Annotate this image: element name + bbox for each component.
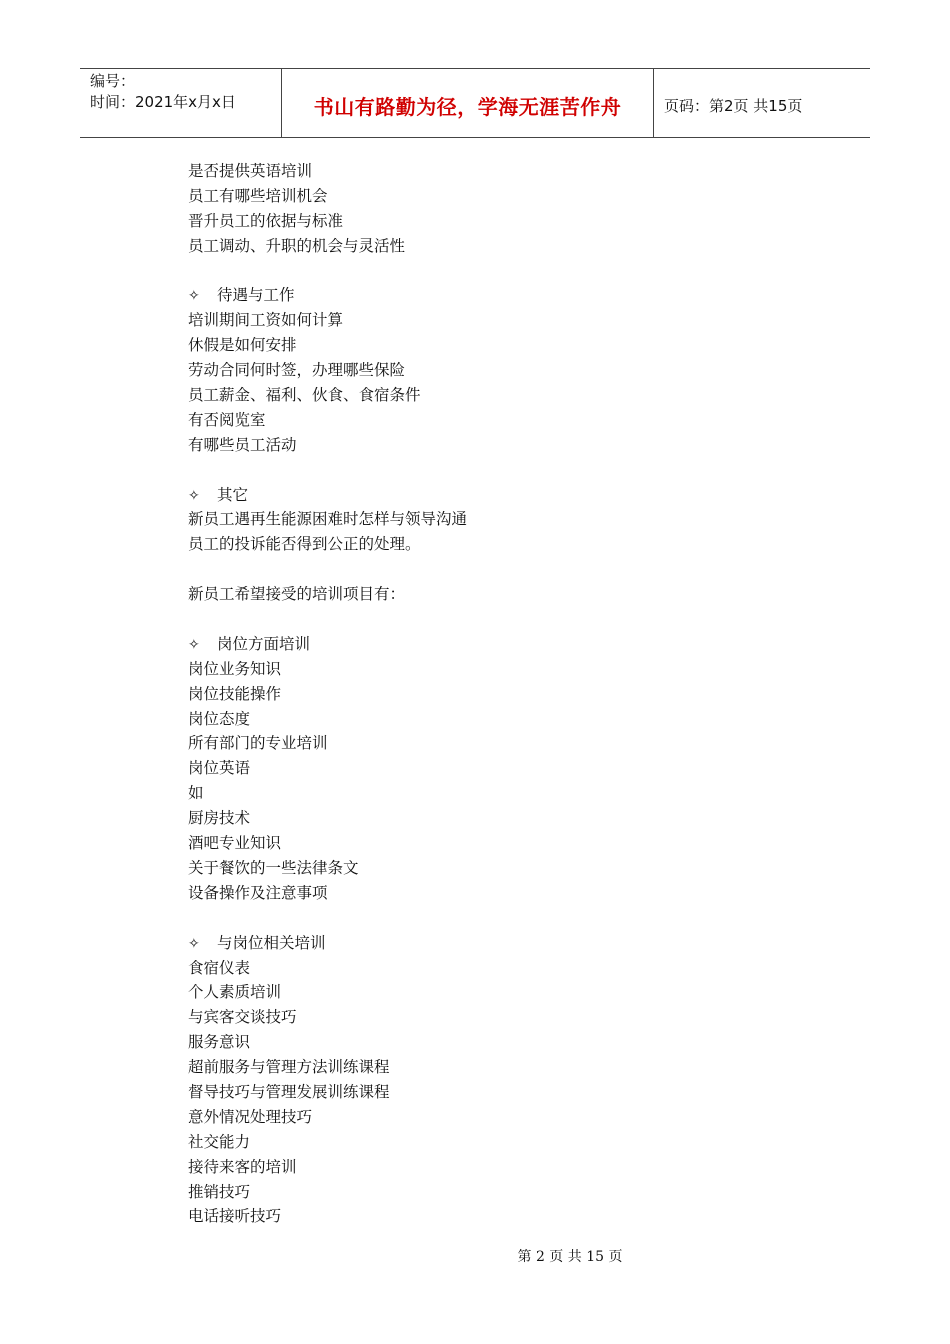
text-line: 厨房技术 xyxy=(188,809,251,828)
document-date: 时间：2021年x月x日 xyxy=(90,93,236,111)
text-line: 有否阅览室 xyxy=(188,410,266,429)
blank-line xyxy=(188,458,828,483)
page-header xyxy=(80,68,870,138)
blank-line xyxy=(188,607,828,632)
text-line: 设备操作及注意事项 xyxy=(188,883,328,902)
text-line: 新员工希望接受的培训项目有： xyxy=(188,585,406,604)
document-number-label: 编号： xyxy=(90,72,136,90)
diamond-bullet-icon: ✧ xyxy=(188,935,200,952)
text-line: 督导技巧与管理发展训练课程 xyxy=(188,1082,390,1101)
text-line: 岗位业务知识 xyxy=(188,659,282,678)
text-line: 员工的投诉能否得到公正的处理。 xyxy=(188,535,421,554)
diamond-bullet-icon: ✧ xyxy=(188,487,200,504)
text-line: 电话接听技巧 xyxy=(188,1207,282,1226)
diamond-bullet-icon: ✧ xyxy=(188,288,200,305)
text-line: 新员工遇再生能源困难时怎样与领导沟通 xyxy=(188,510,468,529)
section-heading xyxy=(188,283,828,308)
header-page-info: 页码：第2页 共15页 xyxy=(664,96,803,115)
text-line: 员工调动、升职的机会与灵活性 xyxy=(188,236,406,255)
diamond-bullet-icon: ✧ xyxy=(188,636,200,653)
text-line: 接待来客的培训 xyxy=(188,1157,297,1176)
text-line: 休假是如何安排 xyxy=(188,336,297,355)
text-line: 意外情况处理技巧 xyxy=(188,1107,313,1126)
section-heading xyxy=(188,632,828,657)
text-line: 个人素质培训 xyxy=(188,983,282,1002)
text-line: 培训期间工资如何计算 xyxy=(188,311,344,330)
section-heading xyxy=(188,931,828,956)
section-heading xyxy=(188,483,828,508)
text-line: 社交能力 xyxy=(188,1132,251,1151)
text-line: 与宾客交谈技巧 xyxy=(188,1008,297,1027)
text-line: 晋升员工的依据与标准 xyxy=(188,211,344,230)
blank-line xyxy=(188,259,828,284)
section-heading-text: 岗位方面培训 xyxy=(217,634,311,653)
text-line: 员工薪金、福利、伙食、食宿条件 xyxy=(188,386,421,405)
text-line: 劳动合同何时签，办理哪些保险 xyxy=(188,361,406,380)
text-line: 食宿仪表 xyxy=(188,958,251,977)
text-line: 岗位英语 xyxy=(188,759,251,778)
text-line: 服务意识 xyxy=(188,1033,251,1052)
text-line: 岗位态度 xyxy=(188,709,251,728)
blank-line xyxy=(188,906,828,931)
text-line: 如 xyxy=(188,784,204,803)
text-line: 岗位技能操作 xyxy=(188,684,282,703)
text-line: 是否提供英语培训 xyxy=(188,162,313,180)
header-motto: 书山有路勤为径，学海无涯苦作舟 xyxy=(313,94,622,119)
text-line: 所有部门的专业培训 xyxy=(188,734,328,753)
section-heading-text: 待遇与工作 xyxy=(217,286,295,305)
text-line: 关于餐饮的一些法律条文 xyxy=(188,858,359,877)
document-body xyxy=(188,159,828,1229)
blank-line xyxy=(188,557,828,582)
text-line: 有哪些员工活动 xyxy=(188,435,297,454)
text-line: 推销技巧 xyxy=(188,1182,251,1201)
header-meta xyxy=(80,69,282,137)
section-heading-text: 与岗位相关培训 xyxy=(217,933,326,952)
text-line: 超前服务与管理方法训练课程 xyxy=(188,1058,390,1077)
header-motto-cell xyxy=(282,69,654,137)
text-line: 员工有哪些培训机会 xyxy=(188,186,328,205)
page-footer: 第 2 页 共 15 页 xyxy=(517,1249,623,1265)
text-line: 酒吧专业知识 xyxy=(188,834,282,853)
section-heading-text: 其它 xyxy=(217,485,249,504)
